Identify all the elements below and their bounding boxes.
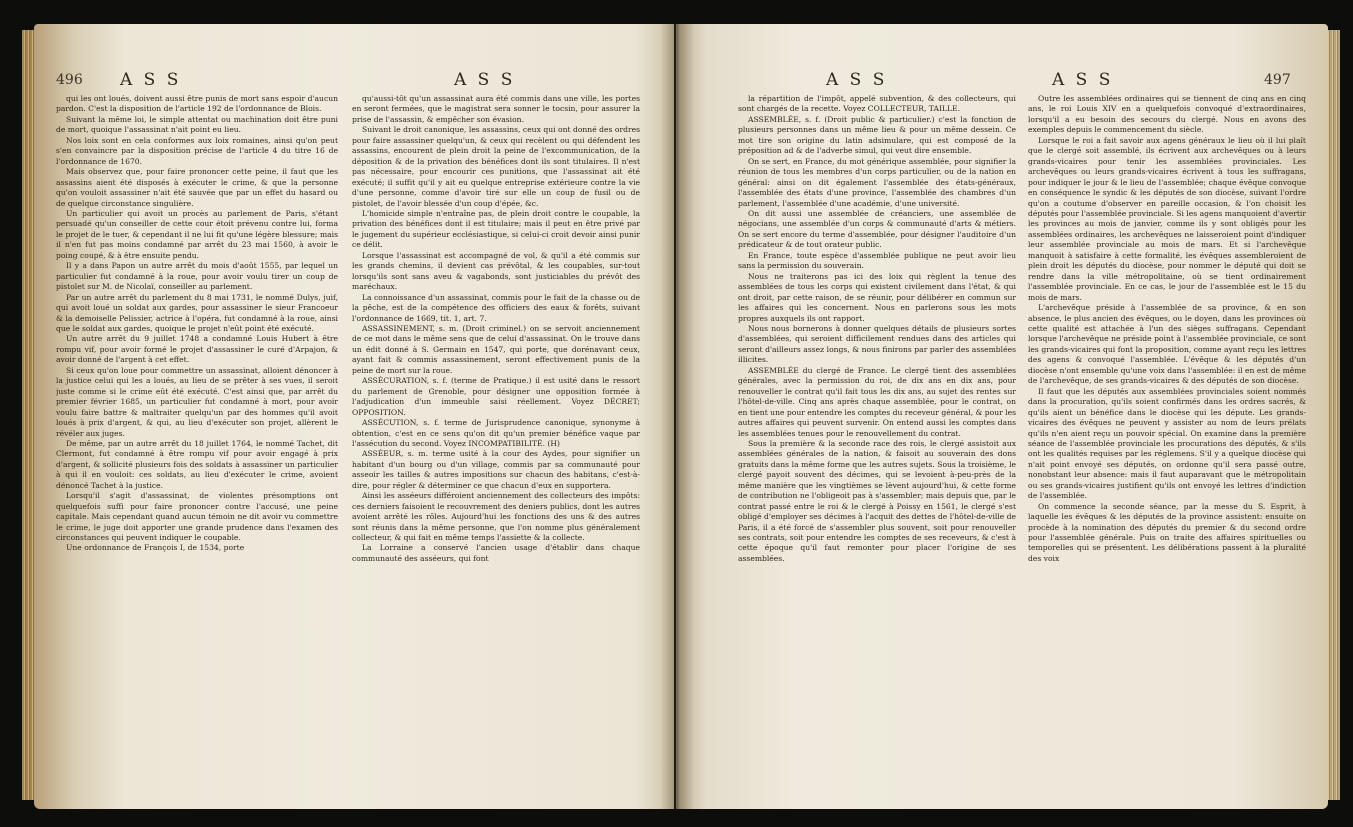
- running-head-left: A S S: [826, 70, 888, 90]
- paragraph: Il faut que les députés aux assemblées provinciales soient nommés dans la procuration, qu'ils soient confirmés dans les ordres sacrés, & qu'ils aient un bénéfice dans le diocèse qui les députe. Les grands-vicaires des évêques ne peuvent y assister au nom de leurs prélats qu'ils n'en aient reçu un pouvoir spécial. On examine dans la première séance de l'assemblée provinciale les procurations des députés, & s'ils ont les qualités requises par les réglemens. S'il y a quelque diocèse qui n'ait point envoyé ses députés, on ordonne qu'il sera passé outre, nonobstant leur absence: mais il faut auparavant que le métropolitain ou ses grands-vicaires justifient qu'ils ont envoyé les lettres d'indiction de l'assemblée.: [1028, 386, 1306, 501]
- paragraph: ASSÉEUR, s. m. terme usité à la cour des Aydes, pour signifier un habitant d'un bourg ou d'un village, commis par sa communauté pour asseoir les tailles & autres impositions sur chacun des habitans, c'est-à-dire, pour régler & déterminer ce que chacun d'eux en supportera.: [352, 449, 640, 490]
- paragraph: Nos loix sont en cela conformes aux loix romaines, ainsi qu'on peut s'en convaincre par la disposition précise de l'article 4 du titre 16 de l'ordonnance de 1670.: [56, 135, 338, 166]
- paragraph: La connoissance d'un assassinat, commis pour le fait de la chasse ou de la pêche, est de la compétence des officiers des eaux & forêts, suivant l'ordonnance de 1669, tit. 1, art. 7.: [352, 292, 640, 323]
- running-head-right: A S S: [1052, 70, 1114, 90]
- paragraph: Ainsi les asséeurs différoient anciennement des collecteurs des impôts: ces derniers faisoient le recouvrement des deniers publics, dont les autres avoient arrêté les rôles. Aujourd'hui les fonctions des uns & des autres sont réunis dans la même personne, que l'on nomme plus généralement collecteur, & qui fait en même temps l'assiette & la collecte.: [352, 491, 640, 543]
- paragraph: Nous nous bornerons à donner quelques détails de plusieurs sortes d'assemblées, qui seroient difficilement rendues dans des articles qui seront d'ailleurs assez longs, & nous finirons par parler des assemblées illicites.: [738, 323, 1016, 365]
- running-head-right: A S S: [454, 70, 516, 90]
- paragraph: On commence la seconde séance, par la messe du S. Esprit, à laquelle les évêques & les députés de la province assistent: ensuite on procède à la nomination des députés du premier & du second ordre pour l'assemblée générale. Puis on traite des affaires spirituelles ou temporelles qui se présentent. Les délibérations passent à la pluralité des voix: [1028, 501, 1306, 563]
- paragraph: En France, toute espèce d'assemblée publique ne peut avoir lieu sans la permission du souverain.: [738, 250, 1016, 271]
- paragraph: ASSÉCURATION, s. f. (terme de Pratique.) il est usité dans le ressort du parlement de Grenoble, pour désigner une opposition formée à l'adjudication d'un immeuble saisi réellement. Voyez DÉCRET; OPPOSITION.: [352, 376, 640, 417]
- paragraph: Suivant la même loi, le simple attentat ou machination doit être puni de mort, quoique l'assassinat n'ait point eu lieu.: [56, 114, 338, 135]
- paragraph: Nous ne traiterons pas ici des loix qui règlent la tenue des assemblées de tous les corps qui existent civilement dans l'état, & qui ont droit, par cette raison, de se réunir, pour délibérer en commun sur les affaires qui les concernent. Nous en parlerons sous les mots propres auxquels ils ont rapport.: [738, 271, 1016, 323]
- paragraph: la répartition de l'impôt, appelé subvention, & des collecteurs, qui sont chargés de la recette. Voyez COLLECTEUR, TAILLE.: [738, 94, 1016, 114]
- paragraph: L'homicide simple n'entraîne pas, de plein droit contre le coupable, la privation des bénéfices dont il est titulaire; mais il peut en être privé par le jugement du supérieur ecclésiastique, si celui-ci croit devoir ainsi punir ce délit.: [352, 208, 640, 250]
- page-number: 497: [1264, 72, 1291, 88]
- left-page-stack-edge: [22, 30, 34, 800]
- paragraph: ASSASSINEMENT, s. m. (Droit criminel.) on se servoit anciennement de ce mot dans le même sens que de celui d'assassinat. On le trouve dans un édit donné à S. Germain en 1547, qui porte, que dorénavant ceux, ayant fait & commis assassinement, seront effectivement punis de la peine de mort sur la roue.: [352, 323, 640, 375]
- paragraph: Lorsque l'assassinat est accompagné de vol, & qu'il a été commis sur les grands chemins, il devient cas prévôtal, & les coupables, sur-tout lorsqu'ils sont sans aveu & vagabonds, sont justiciables du prévôt des maréchaux.: [352, 250, 640, 292]
- paragraph: qui les ont loués, doivent aussi être punis de mort sans espoir d'aucun pardon. C'est la disposition de l'article 192 de l'ordonnance de Blois.: [56, 94, 338, 114]
- paragraph: Lorsqu'il s'agit d'assassinat, de violentes présomptions ont quelquefois suffi pour faire prononcer contre l'accusé, une peine capitale. Mais cependant quand aucun témoin ne dit avoir vu commettre le crime, le juge doit apporter une grande prudence dans l'examen des circonstances qui peuvent indiquer le coupable.: [56, 491, 338, 543]
- running-head-left: A S S: [120, 70, 182, 90]
- paragraph: De même, par un autre arrêt du 18 juillet 1764, le nommé Tachet, dit Clermont, fut condamné à être rompu vif pour avoir engagé à prix d'argent, & sollicité plusieurs fois des soldats à assassiner un particulier à qui il en vouloit: ces soldats, au lieu d'exécuter le crime, avoient dénoncé Tachet à la justice.: [56, 438, 338, 490]
- paragraph: qu'aussi-tôt qu'un assassinat aura été commis dans une ville, les portes en seront fermées, que le magistrat sera sonner le tocsin, pour assurer la prise de l'assassin, & empêcher son évasion.: [352, 94, 640, 124]
- paragraph: Outre les assemblées ordinaires qui se tiennent de cinq ans en cinq ans, le roi Louis XIV en a quelquefois convoqué d'extraordinaires, lorsqu'il a eu besoin des secours du clergé. Nous en avons des exemples depuis le commencement du siècle.: [1028, 94, 1306, 135]
- paragraph: Un autre arrêt du 9 juillet 1748 a condamné Louis Hubert à être rompu vif, pour avoir formé le projet d'assassiner le curé d'Arpajon, & avoir donné de l'argent à cet effet.: [56, 334, 338, 365]
- paragraph: ASSEMBLÉE, s. f. (Droit public & particulier.) c'est la fonction de plusieurs personnes dans un même lieu & pour un même dessein. Ce mot tire son origine du latin adsimulare, qui est composé de la préposition ad & de l'adverbe simul, qui veut dire ensemble.: [738, 114, 1016, 156]
- paragraph: On se sert, en France, du mot générique assemblée, pour signifier la réunion de tous les membres d'un corps particulier, ou de la nation en général: ainsi on dit également l'assemblée des états-généraux, l'assemblée des états d'une province, l'assemblée des chambres d'un parlement, l'assemblée d'une académie, d'une université.: [738, 156, 1016, 208]
- paragraph: Il y a dans Papon un autre arrêt du mois d'août 1555, par lequel un particulier fut condamné à la roue, pour avoir voulu tirer un coup de pistolet sur M. de Nicolaï, conseiller au parlement.: [56, 261, 338, 292]
- paragraph: Une ordonnance de François I, de 1534, porte: [66, 543, 245, 553]
- left-page: [34, 24, 674, 809]
- paragraph: Un particulier qui avoit un procès au parlement de Paris, s'étant persuadé qu'un conseiller de cette cour étoit prévenu contre lui, forma le projet de le tuer, & cependant il ne lui fit qu'une légère blessure; mais il n'en fut pas moins condamné par arrêt du 23 mai 1560, à avoir le poing coupé, & à être ensuite pendu.: [56, 208, 338, 260]
- text-column-2: [1028, 94, 1306, 802]
- text-column-1: [56, 94, 338, 802]
- page-number: 496: [56, 72, 83, 88]
- right-page-stack-edge: [1326, 30, 1340, 800]
- paragraph: Suivant le droit canonique, les assassins, ceux qui ont donné des ordres pour faire assassiner quelqu'un, & ceux qui recèlent ou qui défendent les assassins, encourent de plein droit la peine de l'excommunication, de la déposition & de la privation des bénéfices dont ils sont titulaires. Il n'est pas nécessaire, pour encourir ces punitions, que l'assassinat ait été exécuté; il suffit qu'il y ait eu quelque entreprise extérieure contre la vie d'une personne, comme d'avoir tiré sur elle un coup de fusil ou de pistolet, de l'avoir blessée d'un coup d'épée, &c.: [352, 125, 640, 208]
- paragraph: Si ceux qu'on loue pour commettre un assassinat, alloient dénoncer à la justice celui qui les a loués, au lieu de se prêter à ses vues, il seroit juste comme si le crime eût été exécuté. C'est ainsi que, par arrêt du premier février 1685, un particulier fut condamné à mort, pour avoir voulu faire battre & maltraiter quelqu'un par des hommes qu'il avoit loués à prix d'argent, & qui, au lieu d'exécuter son projet, allèrent le révéler aux juges.: [56, 365, 338, 438]
- paragraph: On dit aussi une assemblée de créanciers, une assemblée de négocians, une assemblée d'un corps & communauté d'arts & métiers. On se sert encore du terme d'assemblée, pour désigner l'auditoire d'un prédicateur & de tout orateur public.: [738, 208, 1016, 250]
- paragraph: La Lorraine a conservé l'ancien usage d'établir dans chaque communauté des asséeurs, qui font: [352, 543, 640, 563]
- text-column-2: [352, 94, 640, 802]
- paragraph: ASSEMBLÉE du clergé de France. Le clergé tient des assemblées générales, avec la permission du roi, de dix ans en dix ans, pour renouveller le contrat qu'il fait tous les dix ans, au sujet des rentes sur l'hôtel-de-ville. Cinq ans après chaque assemblée, pour le contrat, on en tient une pour entendre les comptes du receveur général, & pour les autres affaires qui peuvent survenir. On entend aussi les comptes dans les assemblées tenues pour le renouvellement du contrat.: [738, 365, 1016, 438]
- paragraph: L'archevêque préside à l'assemblée de sa province, & en son absence, le plus ancien des évêques, ou le doyen, dans les provinces où cette qualité est attachée à l'un des sièges suffragans. Cependant lorsque l'archevêque ne préside point à l'assemblée provinciale, ce sont les grands-vicaires qui font la proposition, comme ayant reçu les lettres des agens & convoqué l'assemblée. L'évêque & les députés d'un diocèse n'ont ensemble qu'une voix dans l'assemblée: il en est de même de l'archevêque, de ses grands-vicaires & des députés de son diocèse.: [1028, 303, 1306, 386]
- right-page: [676, 24, 1328, 809]
- paragraph: Mais observez que, pour faire prononcer cette peine, il faut que les assassins aient été disposés à exécuter le crime, & que la personne qu'on vouloit assassiner n'ait été sauvée que par un effet du hasard ou de quelque circonstance singulière.: [56, 167, 338, 208]
- paragraph: Par un autre arrêt du parlement du 8 mai 1731, le nommé Dulys, juif, qui avoit loué un soldat aux gardes, pour assassiner le sieur Francoeur & la demoiselle Pelissier, actrice à l'opéra, fut condamné à la roue, ainsi que le soldat aux gardes, quoique le projet n'eût point été exécuté.: [56, 292, 338, 333]
- paragraph: ASSÉCUTION, s. f. terme de Jurisprudence canonique, synonyme à obtention, c'est en ce sens qu'on dit qu'un premier bénéfice vaque par l'assécution du second. Voyez INCOMPATIBILITÉ. (H): [352, 418, 640, 448]
- text-column-1: [738, 94, 1016, 802]
- paragraph: Sous la première & la seconde race des rois, le clergé assistoit aux assemblées générales de la nation, & faisoit au souverain des dons gratuits dans la même forme que les autres sujets. Sous la troisième, le clergé payoit souvent des décimes, qui se levoient à-peu-près de la même manière que les vingtièmes se lèvent aujourd'hui, & cette forme de contribution ne l'obligeoit pas à s'assembler; mais depuis que, par le contrat passé entre le roi & le clergé à Poissy en 1561, le clergé s'est obligé d'employer ses décimes à l'acquit des dettes de l'hôtel-de-ville de Paris, il a été forcé de s'assembler plus souvent, soit pour renouveller ses contrats, soit pour entendre les comptes de ses receveurs, & c'est à cette époque qu'il faut remonter pour placer l'origine de ses assemblées.: [738, 438, 1016, 563]
- paragraph: Lorsque le roi a fait savoir aux agens généraux le lieu où il lui plaît que le clergé soit assemblé, ils écrivent aux archevêques ou à leurs grands-vicaires pour tenir les assemblées provinciales. Les archevêques ou leurs grands-vicaires écrivent à tous les suffragans, pour indiquer le jour & le lieu de l'assemblée; chaque évêque convoque en conséquence le syndic & les députés de son diocèse, suivant l'ordre qu'on a coutume d'observer en pareille occasion, & l'on choisit les députés pour l'assemblée provinciale. Si les agens manquoient d'avertir les provinces au mois de janvier, comme ils y sont obligés pour les assemblées ordinaires, les archevêques ne laisseroient point d'indiquer leur assemblée provinciale au mois de mars. Et si l'archevêque manquoit à satisfaire à cette formalité, les évêques assembleroient de plein droit les députés du diocèse, pour nommer le député qui doit se rendre dans la ville métropolitaine, où se tient ordinairement l'assemblée provinciale. En ce cas, le jour de l'assemblée est le 15 du mois de mars.: [1028, 135, 1306, 302]
- book-gutter: [660, 24, 694, 809]
